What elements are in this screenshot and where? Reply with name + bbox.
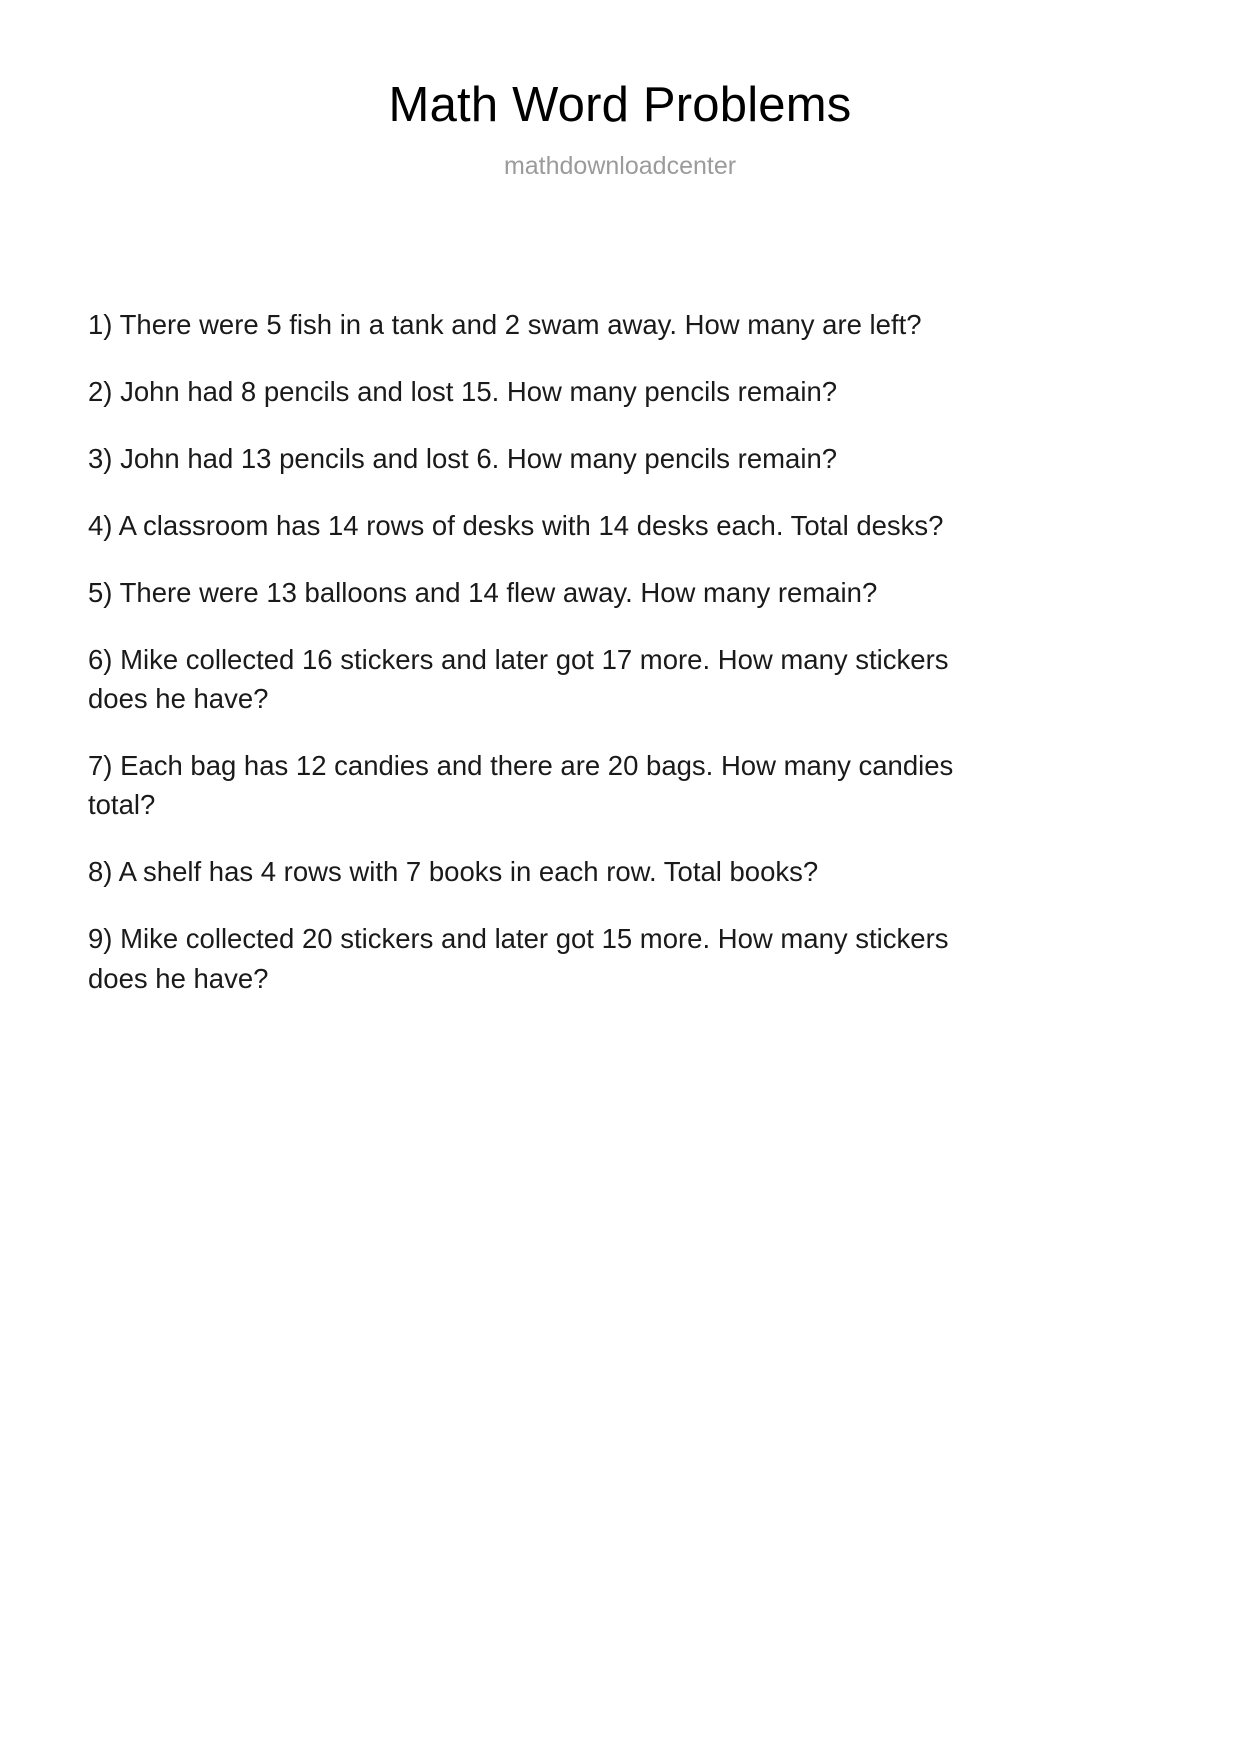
page-subtitle: mathdownloadcenter [503, 151, 737, 180]
list-item: 5) There were 13 balloons and 14 flew away. How many remain? [88, 577, 878, 609]
list-item: 3) John had 13 pencils and lost 6. How many pencils remain? [88, 443, 838, 475]
list-item: 2) John had 8 pencils and lost 15. How many pencils remain? [88, 376, 838, 408]
list-item: 7) Each bag has 12 candies and there are 20 bags. How many candies total? [88, 750, 954, 821]
page-title: Math Word Problems [388, 78, 852, 132]
worksheet-header [0, 0, 1240, 181]
list-item: 6) Mike collected 16 stickers and later got 17 more. How many stickers does he have? [88, 644, 949, 715]
list-item: 8) A shelf has 4 rows with 7 books in each row. Total books? [88, 856, 819, 888]
list-item: 1) There were 5 fish in a tank and 2 swam away. How many are left? [88, 309, 922, 340]
problem-list [88, 305, 1152, 998]
list-item: 9) Mike collected 20 stickers and later got 15 more. How many stickers does he have? [88, 923, 949, 994]
list-item: 4) A classroom has 14 rows of desks with 14 desks each. Total desks? [88, 510, 944, 542]
